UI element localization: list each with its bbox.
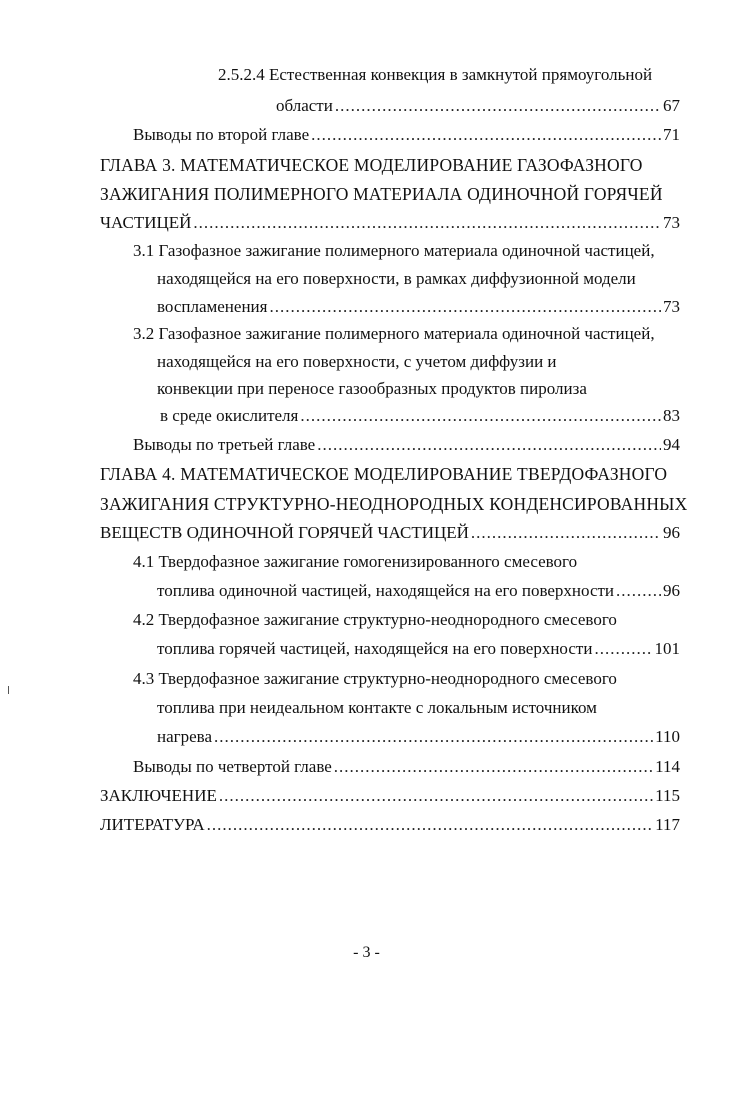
toc-entry-chapter-3 — [100, 212, 680, 234]
toc-entry-title: топлива одиночной частицей, находящейся на его поверхности — [157, 581, 615, 600]
toc-page-number: 117 — [655, 815, 680, 834]
toc-page-number: 94 — [663, 435, 680, 454]
toc-section-3-2-line1: 3.2 Газофазное зажигание полимерного материала одиночной частицей, — [133, 324, 655, 343]
toc-section-3-1-line2: находящейся на его поверхности, в рамках диффузионной модели — [157, 269, 636, 288]
toc-entry-conclusion — [100, 785, 680, 807]
toc-section-3-2-line2: находящейся на его поверхности, с учетом диффузии и — [157, 352, 557, 371]
dot-leader — [594, 638, 652, 660]
toc-chapter-4-line1: ГЛАВА 4. МАТЕМАТИЧЕСКОЕ МОДЕЛИРОВАНИЕ ТВЕРДОФАЗНОГО — [100, 464, 668, 484]
toc-entry-title: топлива горячей частицей, находящейся на его поверхности — [157, 639, 593, 658]
toc-section-4-3-line2: топлива при неидеальном контакте с локальным источником — [157, 698, 597, 717]
dot-leader — [219, 785, 653, 807]
toc-entry-chapter-4 — [100, 522, 680, 544]
toc-section-4-1-line1: 4.1 Твердофазное зажигание гомогенизированного смесевого — [133, 552, 578, 571]
toc-entry-title: нагрева — [157, 727, 213, 746]
toc-page-number: 96 — [663, 523, 680, 542]
dot-leader — [300, 405, 661, 427]
toc-page-number: 71 — [663, 125, 680, 144]
toc-entry-conclusions-ch2 — [133, 124, 680, 146]
toc-page-number: 115 — [655, 786, 680, 805]
toc-entry-title: ЗАКЛЮЧЕНИЕ — [100, 786, 217, 805]
toc-entry-title: ЧАСТИЦЕЙ — [100, 213, 192, 232]
toc-entry-4-1 — [157, 580, 680, 602]
toc-entry-literature — [100, 814, 680, 836]
toc-entry-conclusions-ch3 — [133, 434, 680, 456]
toc-page-number: 73 — [663, 297, 680, 316]
dot-leader — [193, 212, 661, 234]
toc-entry-title: в среде окислителя — [160, 406, 299, 425]
toc-page-number: 67 — [663, 96, 680, 115]
toc-section-3-2-line3: конвекции при переносе газообразных продуктов пиролиза — [157, 379, 587, 398]
toc-section-4-3-line1: 4.3 Твердофазное зажигание структурно-неоднородного смесевого — [133, 669, 617, 688]
toc-page-number: 114 — [655, 757, 680, 776]
toc-chapter-3-line1: ГЛАВА 3. МАТЕМАТИЧЕСКОЕ МОДЕЛИРОВАНИЕ ГАЗОФАЗНОГО — [100, 155, 643, 175]
dot-leader — [214, 726, 653, 748]
toc-page-number: 83 — [663, 406, 680, 425]
dot-leader — [311, 124, 661, 146]
toc-entry-2-5-2-4 — [276, 95, 680, 117]
toc-entry-title: области — [276, 96, 333, 115]
dot-leader — [335, 95, 661, 117]
toc-entry-title: Выводы по четвертой главе — [133, 757, 332, 776]
toc-entry-4-2 — [157, 638, 680, 660]
toc-entry-title: воспламенения — [157, 297, 268, 316]
dot-leader — [269, 296, 661, 318]
toc-section-3-1-line1: 3.1 Газофазное зажигание полимерного материала одиночной частицей, — [133, 241, 655, 260]
toc-page-number: 96 — [663, 581, 680, 600]
toc-chapter-3-line2: ЗАЖИГАНИЯ ПОЛИМЕРНОГО МАТЕРИАЛА ОДИНОЧНОЙ ГОРЯЧЕЙ — [100, 184, 663, 204]
page-number-footer: - 3 - — [353, 944, 380, 961]
toc-chapter-4-line2: ЗАЖИГАНИЯ СТРУКТУРНО-НЕОДНОРОДНЫХ КОНДЕНСИРОВАННЫХ — [100, 494, 688, 514]
toc-entry-title: ВЕЩЕСТВ ОДИНОЧНОЙ ГОРЯЧЕЙ ЧАСТИЦЕЙ — [100, 523, 469, 542]
dot-leader — [471, 522, 661, 544]
toc-entry-conclusions-ch4 — [133, 756, 680, 778]
dot-leader — [334, 756, 653, 778]
toc-entry-title: ЛИТЕРАТУРА — [100, 815, 205, 834]
toc-page-number: 101 — [654, 639, 680, 658]
toc-entry-title: Выводы по третьей главе — [133, 435, 316, 454]
toc-entry-3-2 — [160, 405, 680, 427]
toc-entry-2-5-2-4-line1: 2.5.2.4 Естественная конвекция в замкнутой прямоугольной — [218, 65, 653, 84]
dot-leader — [207, 814, 654, 836]
toc-page-number: 110 — [655, 727, 680, 746]
toc-section-4-2-line1: 4.2 Твердофазное зажигание структурно-неоднородного смесевого — [133, 610, 617, 629]
dot-leader — [317, 434, 661, 456]
toc-entry-title: Выводы по второй главе — [133, 125, 310, 144]
toc-page-number: 73 — [663, 213, 680, 232]
toc-entry-4-3 — [157, 726, 680, 748]
dot-leader — [616, 580, 661, 602]
toc-entry-3-1 — [157, 296, 680, 318]
scan-artifact — [8, 686, 9, 694]
